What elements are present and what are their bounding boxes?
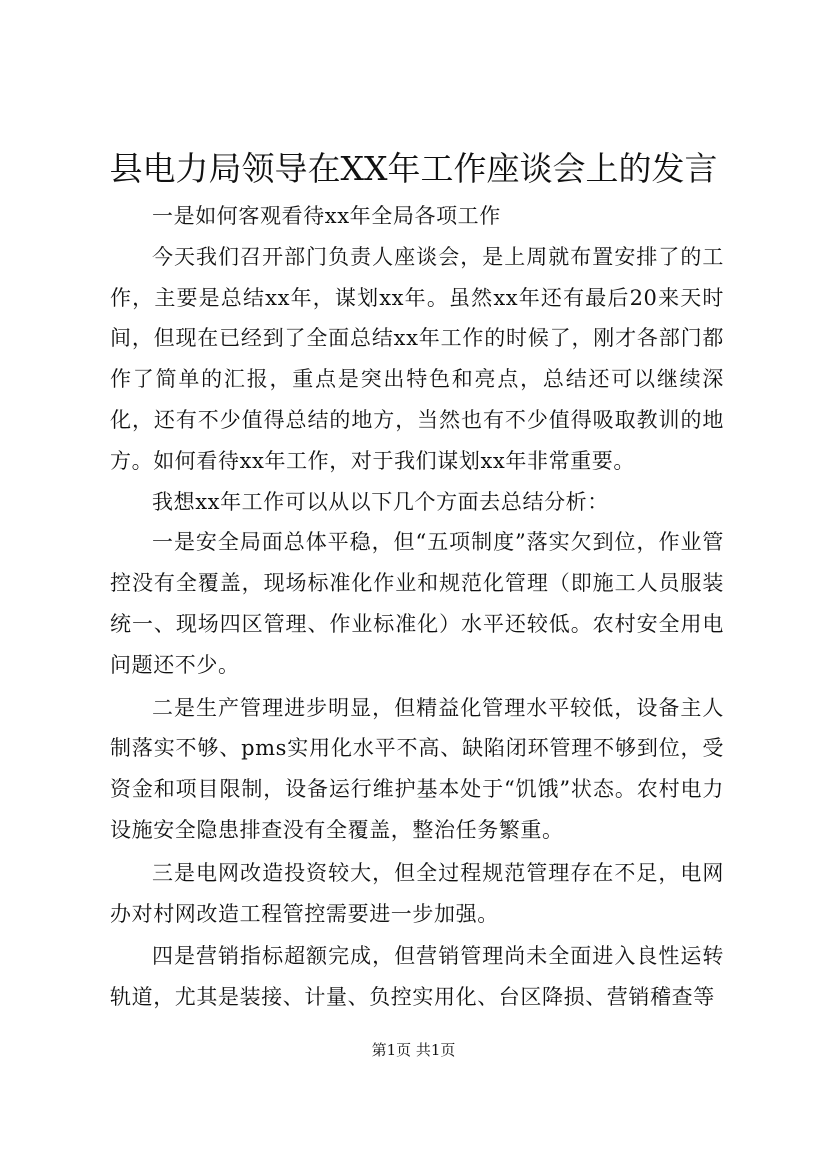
paragraph-point-grid: 三是电网改造投资较大，但全过程规范管理存在不足，电网办对村网改造工程管控需要进一步加强。 [110, 860, 724, 926]
paragraph-intro: 今天我们召开部门负责人座谈会，是上周就布置安排了的工作，主要是总结xx年，谋划xx年。虽然xx年还有最后20来天时间，但现在已经到了全面总结xx年工作的时候了，刚才各部门都作了简单的汇报，重点是突出特色和亮点，总结还可以继续深化，还有不少值得总结的地方，当然也有不少值得吸取教训的地方。如何看待xx年工作，对于我们谋划xx年非常重要。 [110, 244, 724, 473]
paragraph-point-marketing: 四是营销指标超额完成，但营销管理尚未全面进入良性运转轨道，尤其是装接、计量、负控实用化、台区降损、营销稽查等 [110, 944, 724, 1010]
page-number-footer: 第1页 共1页 [371, 1041, 456, 1059]
paragraph-point-production: 二是生产管理进步明显，但精益化管理水平较低，设备主人制落实不够、pms实用化水平不高、缺陷闭环管理不够到位，受资金和项目限制，设备运行维护基本处于“饥饿”状态。农村电力设施安全隐患排查没有全覆盖，整治任务繁重。 [110, 695, 724, 842]
paragraph-point-safety: 一是安全局面总体平稳，但“五项制度”落实欠到位，作业管控没有全覆盖，现场标准化作业和规范化管理（即施工人员服装统一、现场四区管理、作业标准化）水平还较低。农村安全用电问题还不少。 [110, 530, 724, 677]
document-title: 县电力局领导在XX年工作座谈会上的发言 [109, 149, 718, 188]
paragraph-summary-lead: 我想xx年工作可以从以下几个方面去总结分析： [152, 489, 609, 514]
paragraph-section-heading: 一是如何客观看待xx年全局各项工作 [152, 204, 501, 228]
document-body [110, 196, 724, 1018]
